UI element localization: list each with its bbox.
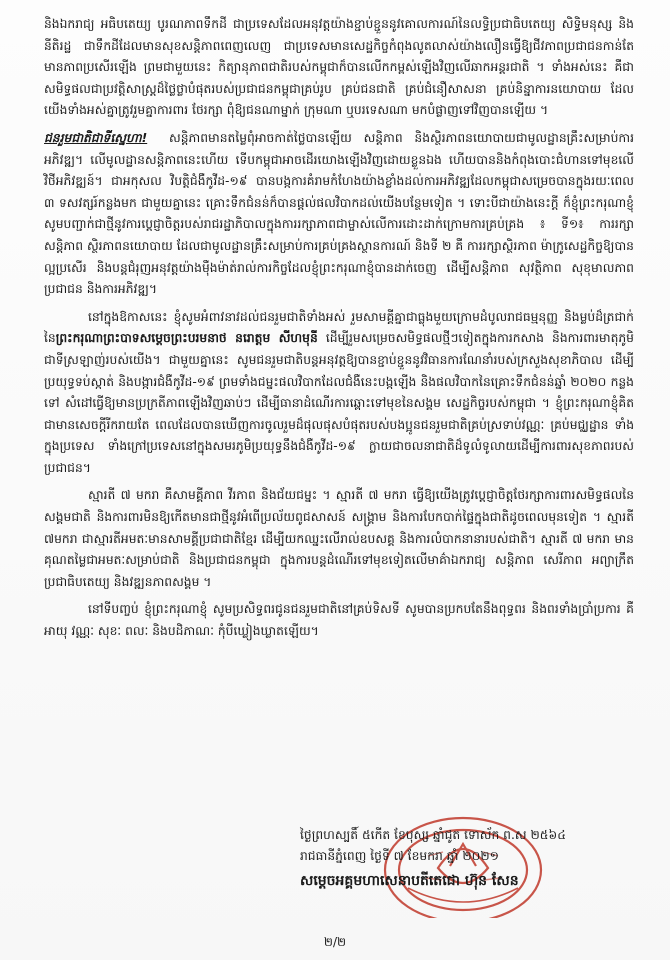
paragraph-4-text: ស្មារតី ៧ មករា គឺសាមគ្គីភាព វីរភាព និងជ័យជម្នះ ។ ស្មារតី ៧ មករា ធ្វើឱ្យយើងត្រូវប្តេជ្ញាចិត្តថែរក្សាការពារសមិទ្ធផលនៃសង្គមជាតិ និងការពារមិនឱ្យកើតមានជាថ្មីនូវអំពើប្រល័យពូជសាសន៍ សង្គ្រាម និងការបែកបាក់ផ្ទៃក្នុងជាតិដូចពេលមុនទៀត ។ ស្មារតី ៧មករា ជាស្មារតីអមតៈមានសាមគ្គីប្រជាជាតិខ្មែរ ដើម្បីយកឈ្នះលើរាល់ឧបសគ្គ និងការលំបាកនានារបស់ជាតិ។ ស្មារតី ៧ មករា មានគុណតម្លៃជាអមតៈសម្រាប់ជាតិ និងប្រជាជនកម្ពុជា ក្នុងការបន្តដំណើរទៅមុខទៀតលើមាគ៌ាឯករាជ្យ សន្តិភាព សេរីភាព អព្យាក្រឹត ប្រជាធិបតេយ្យ និងវឌ្ឍនភាពសង្គម ។ xyxy=(44,488,634,589)
paragraph-4 xyxy=(44,485,634,593)
salutation-heading: ជនរួមជាតិជាទីស្នេហា! xyxy=(44,130,148,145)
paragraph-2 xyxy=(44,128,634,301)
signatory-name: សម្តេចអគ្គមហាសេនាបតីតេជោ ហ៊ុន សែន xyxy=(300,873,519,889)
paragraph-3 xyxy=(44,307,634,480)
paragraph-2-text: សន្តិភាពមានតម្លៃពុំអាចកាត់ថ្លៃបានឡើយ សន្តិភាព និងស្ថិរភាពនយោបាយជាមូលដ្ឋានគ្រឹះសម្រាប់ការអភិវឌ្ឍ។ លើមូលដ្ឋានសន្តិភាពនេះហើយ ទើបកម្ពុជាអាចដើរយោងឡើងវិញដោយខ្លួនឯង ហើយបាននិងកំពុងបោះជំហានទៅមុខលើវិថីអភិវឌ្ឍន៍។ ជាអកុសល វិបត្តិជំងឺកូវីដ-១៩ បានបង្កការគំរាមកំហែងយ៉ាងខ្លាំងដល់ការអភិវឌ្ឍដែលកម្ពុជាសម្រេចបានក្នុងរយៈពេល ៣ ទសវត្សរ៍កន្លងមក ជាមួយគ្នានេះ គ្រោះទឹកជំនន់ក៏បានផ្តល់ផលវិបាកដល់យើងបន្ថែមទៀត ។ ទោះបីជាយ៉ាងនេះក្តី ក៏ខ្ញុំព្រះករុណាខ្ញុំ សូមបញ្ជាក់ជាថ្មីនូវការប្តេជ្ញាចិត្តរបស់រាជរដ្ឋាភិបាលក្នុងការរក្សាភាពជាម្ចាស់លើការដោះដាក់ក្រោមការគ្រប់គ្រង ៖ ទី១៖ ការរក្សាសន្តិភាព ស្ថិរភាពនយោបាយ ដែលជាមូលដ្ឋានគ្រឹះសម្រាប់ការគ្រប់គ្រងស្ថានការណ៍ និងទី ២ គឺ ការរក្សាស្ថិរភាព ម៉ាក្រូសេដ្ឋកិច្ចឱ្យបានល្អប្រសើរ និងបន្តជំរុញអនុវត្តយ៉ាងម៉ឺងម៉ាត់រាល់ការកិច្ចដែលខ្ញុំព្រះករុណាខ្ញុំបានដាក់ចេញ ដើម្បីសន្តិភាព សុវត្ថិភាព សុខុមាលភាពប្រជាជន និងការអភិវឌ្ឍ។ xyxy=(44,130,634,297)
document-body xyxy=(44,14,634,649)
paragraph-1-text: និងឯករាជ្យ អធិបតេយ្យ បូរណភាពទឹកដី ជាប្រទេសដែលអនុវត្តយ៉ាងខ្ជាប់ខ្ជួននូវគោលការណ៍នៃលទ្ធិប្រជាធិបតេយ្យ សិទ្ធិមនុស្ស និងនីតិរដ្ឋ ជាទឹកដីដែលមានសុខសន្តិភាពពេញលេញ ជាប្រទេសមានសេដ្ឋកិច្ចកំពុងលូតលាស់យ៉ាងលឿនធ្វើឱ្យជីវភាពប្រជាជនកាន់តែមានភាពប្រសើរឡើង ព្រមជាមួយនេះ កិត្យានុភាពជាតិរបស់កម្ពុជាក៏បានលើកកម្ពស់ឡើងវិញលើឆាកអន្តរជាតិ ។ ទាំងអស់នេះ គឺជាសមិទ្ធផលជាប្រវត្តិសាស្ត្រដ៏ថ្លៃថ្លាបំផុតរបស់ប្រជាជនកម្ពុជាគ្រប់រូប គ្រប់ជនជាតិ គ្រប់ជំនឿសាសនា គ្រប់និន្នាការនយោបាយ ដែលយើងទាំងអស់គ្នាត្រូវរួមគ្នាការពារ ថែរក្សា ពុំឱ្យជនណាម្នាក់ ក្រុមណា ឬបរទេសណា មកបំផ្លាញទៅវិញបានឡើយ ។ xyxy=(44,17,634,118)
paragraph-5 xyxy=(44,599,634,642)
paragraph-3-text-after: ដើម្បីរួមសម្រេចសមិទ្ធផលថ្មីៗទៀតក្នុងការកសាង និងការពារមាតុភូមិជាទីស្រឡាញ់របស់យើង។ ជាមួយគ្នានេះ សូមជនរួមជាតិបន្តអនុវត្តឱ្យបានខ្ជាប់ខ្ជួននូវវិធានការណែនាំរបស់ក្រសួងសុខាភិបាល ដើម្បីប្រយុទ្ធទប់ស្កាត់ និងបង្ការជំងឺកូវីដ-១៩ ព្រមទាំងជម្នះផលវិបាកដែលជំងឺនេះបង្កឡើង និងផលវិបាកនៃគ្រោះទឹកជំនន់ឆ្នាំ ២០២០ កន្លងទៅ សំដៅធ្វើឱ្យមានប្រក្រតីភាពឡើងវិញឆាប់ៗ ដើម្បីធានាដំណើរការឆ្ពោះទៅមុខនៃសង្គម សេដ្ឋកិច្ចរបស់កម្ពុជា ។ ខ្ញុំព្រះករុណាខ្ញុំគិតជាមានសេចក្តីរីករាយតែ ពេលដែលបានឃើញការចូលរួមដ៏ផុលផុសបំផុតរបស់បងប្អូនជនរួមជាតិគ្រប់ស្រទាប់វណ្ណៈ គ្រប់មជ្ឈដ្ឋាន ទាំងក្នុងប្រទេស ទាំងក្រៅប្រទេសនៅក្នុងសមរភូមិប្រយុទ្ធនឹងជំងឺកូវីដ-១៩ ក្លាយជាចលនាជាតិដ៏ទូលំទូលាយដើម្បីការពារសុខភាពរបស់ប្រជាជន។ xyxy=(44,331,634,475)
paragraph-5-text: នៅទីបញ្ចប់ ខ្ញុំព្រះករុណាខ្ញុំ សូមប្រសិទ្ធពរជូនជនរួមជាតិនៅគ្រប់ទិសទី សូមបានប្រកបតែនឹងពុទ្ធពរ និងពរទាំងប្រាំប្រការ គឺអាយុ វណ្ណៈ សុខៈ ពលៈ និងបដិភាណៈ កុំបីឃ្លៀងឃ្លាតឡើយ។ xyxy=(44,602,634,639)
paragraph-1 xyxy=(44,14,634,122)
lunar-date: ថ្ងៃព្រហស្បតិ៍ ៥កើត ខែបុស្ស ឆ្នាំជូត ទោស័ក ព.ស ២៥៦៤ xyxy=(300,828,566,842)
paragraph-3-text-before: នៅក្នុងឱកាសនេះ ខ្ញុំសូមអំពាវនាវដល់ជនរួមជាតិទាំងអស់ រួមសាមគ្គីគ្នាជាធ្លុងមួយក្រោមដំបូលរាជធម្មនុញ្ញ និងម្លប់ដ៏ត្រជាក់នៃ xyxy=(44,309,634,346)
page-number: ២/២ xyxy=(323,935,347,949)
royal-title-emphasis: ព្រះករុណាព្រះបាទសម្តេចព្រះបរមនាថ នរោត្តម សីហមុនី xyxy=(55,331,318,346)
solar-date: រាជធានីភ្នំពេញ ថ្ងៃទី ៧ ខែមករា ឆ្នាំ ២០២១ xyxy=(300,849,499,863)
signature-block xyxy=(300,825,640,892)
